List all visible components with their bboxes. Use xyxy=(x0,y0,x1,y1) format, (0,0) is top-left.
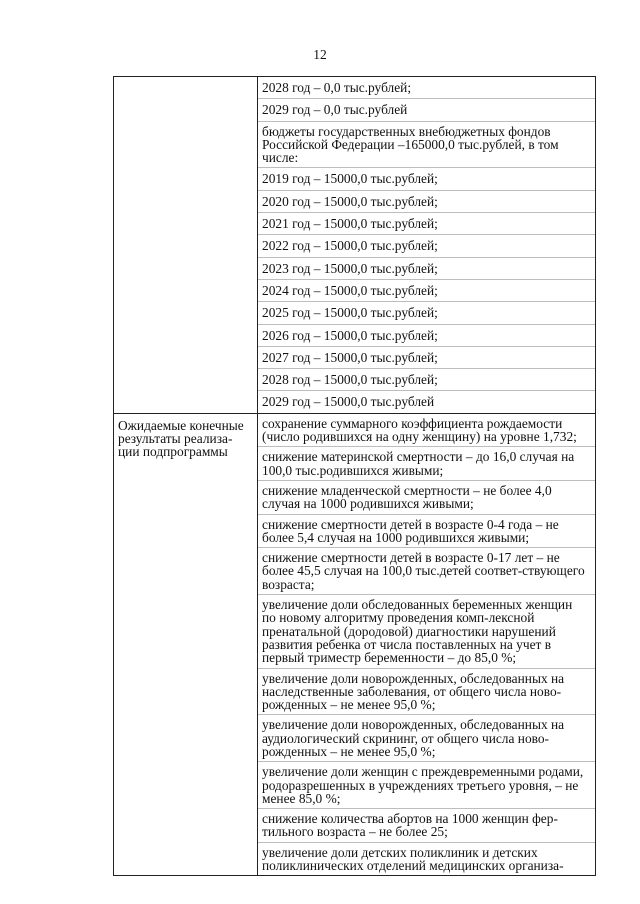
row-header-text: Ожидаемые конечные результаты реализа-ции подпрограммы xyxy=(118,417,244,459)
result-entry: сохранение суммарного коэффициента рождаемости (число родившихся на одну женщину) на уровне 1,732; xyxy=(258,414,595,448)
result-entry: снижение количества абортов на 1000 женщин фер-тильного возраста – не более 25; xyxy=(258,809,595,843)
financing-cell xyxy=(258,77,596,414)
financing-entries xyxy=(258,77,595,413)
result-entry: снижение младенческой смертности – не более 4,0 случая на 1000 родившихся живыми; xyxy=(258,481,595,515)
row-header-text xyxy=(114,77,257,82)
result-entry: увеличение доли детских поликлиник и детских поликлинических отделений медицинских организа- xyxy=(262,844,564,874)
results-entries xyxy=(258,414,595,876)
financing-entry: 2029 год – 0,0 тыс.рублей xyxy=(258,99,595,121)
financing-entry: бюджеты государственных внебюджетных фондов Российской Федерации –165000,0 тыс.рублей, в том числе: xyxy=(258,122,595,169)
financing-entry: 2025 год – 15000,0 тыс.рублей; xyxy=(258,302,595,324)
page-number: 12 xyxy=(313,47,327,62)
financing-entry: 2028 год – 0,0 тыс.рублей; xyxy=(258,77,595,99)
financing-entry: 2029 год – 15000,0 тыс.рублей xyxy=(262,394,435,410)
financing-entry: 2019 год – 15000,0 тыс.рублей; xyxy=(258,168,595,190)
table-row-financing xyxy=(114,77,596,414)
result-entry: увеличение доли новорожденных, обследованных на наследственные заболевания, от общего числа ново-рожденных – не менее 95,0 %; xyxy=(258,669,595,716)
program-passport-table xyxy=(113,76,596,876)
financing-entry: 2028 год – 15000,0 тыс.рублей; xyxy=(258,369,595,391)
result-entry: снижение смертности детей в возрасте 0-17 лет – не более 45,5 случая на 100,0 тыс.детей соответ-ствующего возраста; xyxy=(258,548,595,595)
result-entry: увеличение доли новорожденных, обследованных на аудиологический скрининг, от общего числа ново-рожденных – не менее 95,0 %; xyxy=(258,715,595,762)
row-header-cell-empty xyxy=(114,77,258,414)
financing-entry: 2022 год – 15000,0 тыс.рублей; xyxy=(258,235,595,257)
financing-entry: 2026 год – 15000,0 тыс.рублей; xyxy=(258,325,595,347)
results-cell xyxy=(258,413,596,876)
financing-entry: 2027 год – 15000,0 тыс.рублей; xyxy=(258,347,595,369)
financing-entry: 2021 год – 15000,0 тыс.рублей; xyxy=(258,213,595,235)
financing-entry: 2024 год – 15000,0 тыс.рублей; xyxy=(258,280,595,302)
result-entry: увеличение доли женщин с преждевременными родами, родоразрешенных в учреждениях третьего уровня, – не менее 85,0 %; xyxy=(258,762,595,809)
result-entry: увеличение доли обследованных беременных женщин по новому алгоритму проведения комп-лексной пренатальной (дородовой) диагностики нарушений развития ребенка от числа поставленных на учет в первый триместр беременности – до 85,0 %; xyxy=(258,595,595,668)
result-entry: снижение материнской смертности – до 16,0 случая на 100,0 тыс.родившихся живыми; xyxy=(258,447,595,481)
result-entry: снижение смертности детей в возрасте 0-4 года – не более 5,4 случая на 1000 родившихся живыми; xyxy=(258,515,595,549)
table-row-expected-results xyxy=(114,413,596,876)
financing-entry: 2020 год – 15000,0 тыс.рублей; xyxy=(258,191,595,213)
financing-entry: 2023 год – 15000,0 тыс.рублей; xyxy=(258,258,595,280)
row-header-cell xyxy=(114,413,258,876)
